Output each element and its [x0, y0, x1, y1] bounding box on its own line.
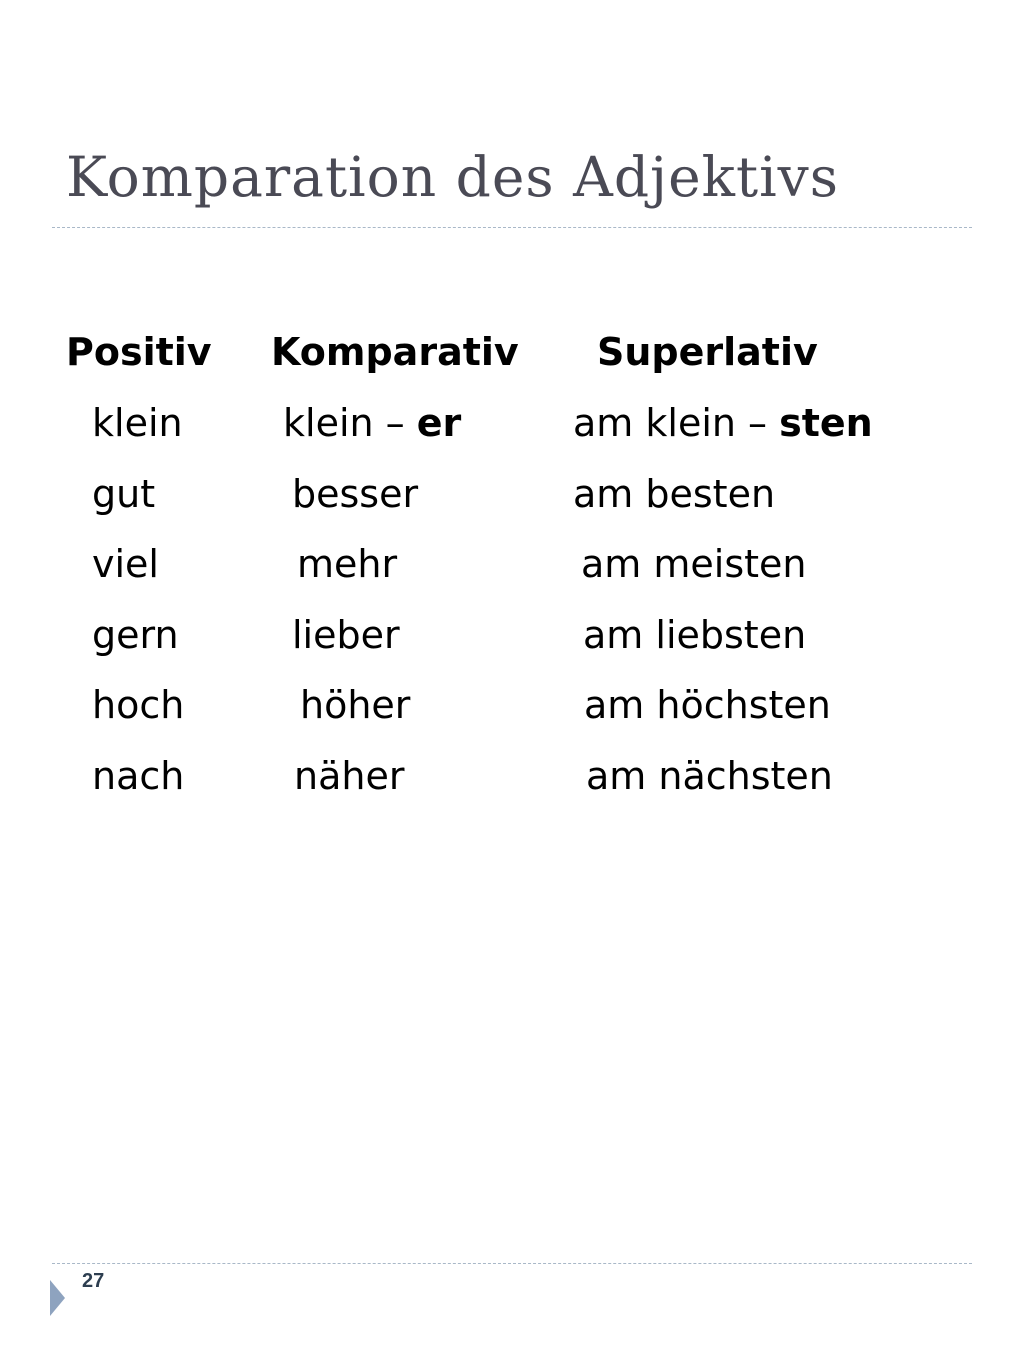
row-hoch-superlativ: am höchsten — [584, 683, 831, 727]
row-nach-positiv: nach — [92, 754, 185, 798]
page-number: 27 — [82, 1270, 105, 1292]
row-hoch-komparativ: höher — [300, 683, 411, 727]
row-gut-positiv: gut — [92, 472, 156, 516]
row-viel-superlativ: am meisten — [581, 542, 807, 586]
header-komparativ: Komparativ — [271, 330, 519, 374]
row-gut-komparativ: besser — [292, 472, 419, 516]
row-viel-positiv: viel — [92, 542, 159, 586]
row-nach-komparativ: näher — [294, 754, 405, 798]
row-gern-komparativ: lieber — [292, 613, 400, 657]
title-divider — [52, 227, 972, 228]
superlativ-ending: sten — [779, 401, 873, 445]
row-klein-komparativ — [283, 401, 462, 445]
row-nach-superlativ: am nächsten — [586, 754, 833, 798]
row-gut-superlativ: am besten — [573, 472, 776, 516]
row-klein-positiv: klein — [92, 401, 183, 445]
komparativ-stem: klein – — [283, 401, 417, 445]
page-title: Komparation des Adjektivs — [66, 145, 839, 209]
row-viel-komparativ: mehr — [297, 542, 398, 586]
row-gern-positiv: gern — [92, 613, 179, 657]
triangle-right-icon — [50, 1280, 65, 1316]
row-klein-superlativ — [573, 401, 873, 445]
row-gern-superlativ: am liebsten — [583, 613, 807, 657]
komparativ-ending: er — [416, 401, 462, 445]
superlativ-stem: am klein – — [573, 401, 780, 445]
header-positiv: Positiv — [66, 330, 212, 374]
footer-divider — [52, 1263, 972, 1264]
row-hoch-positiv: hoch — [92, 683, 185, 727]
header-superlativ: Superlativ — [597, 330, 818, 374]
